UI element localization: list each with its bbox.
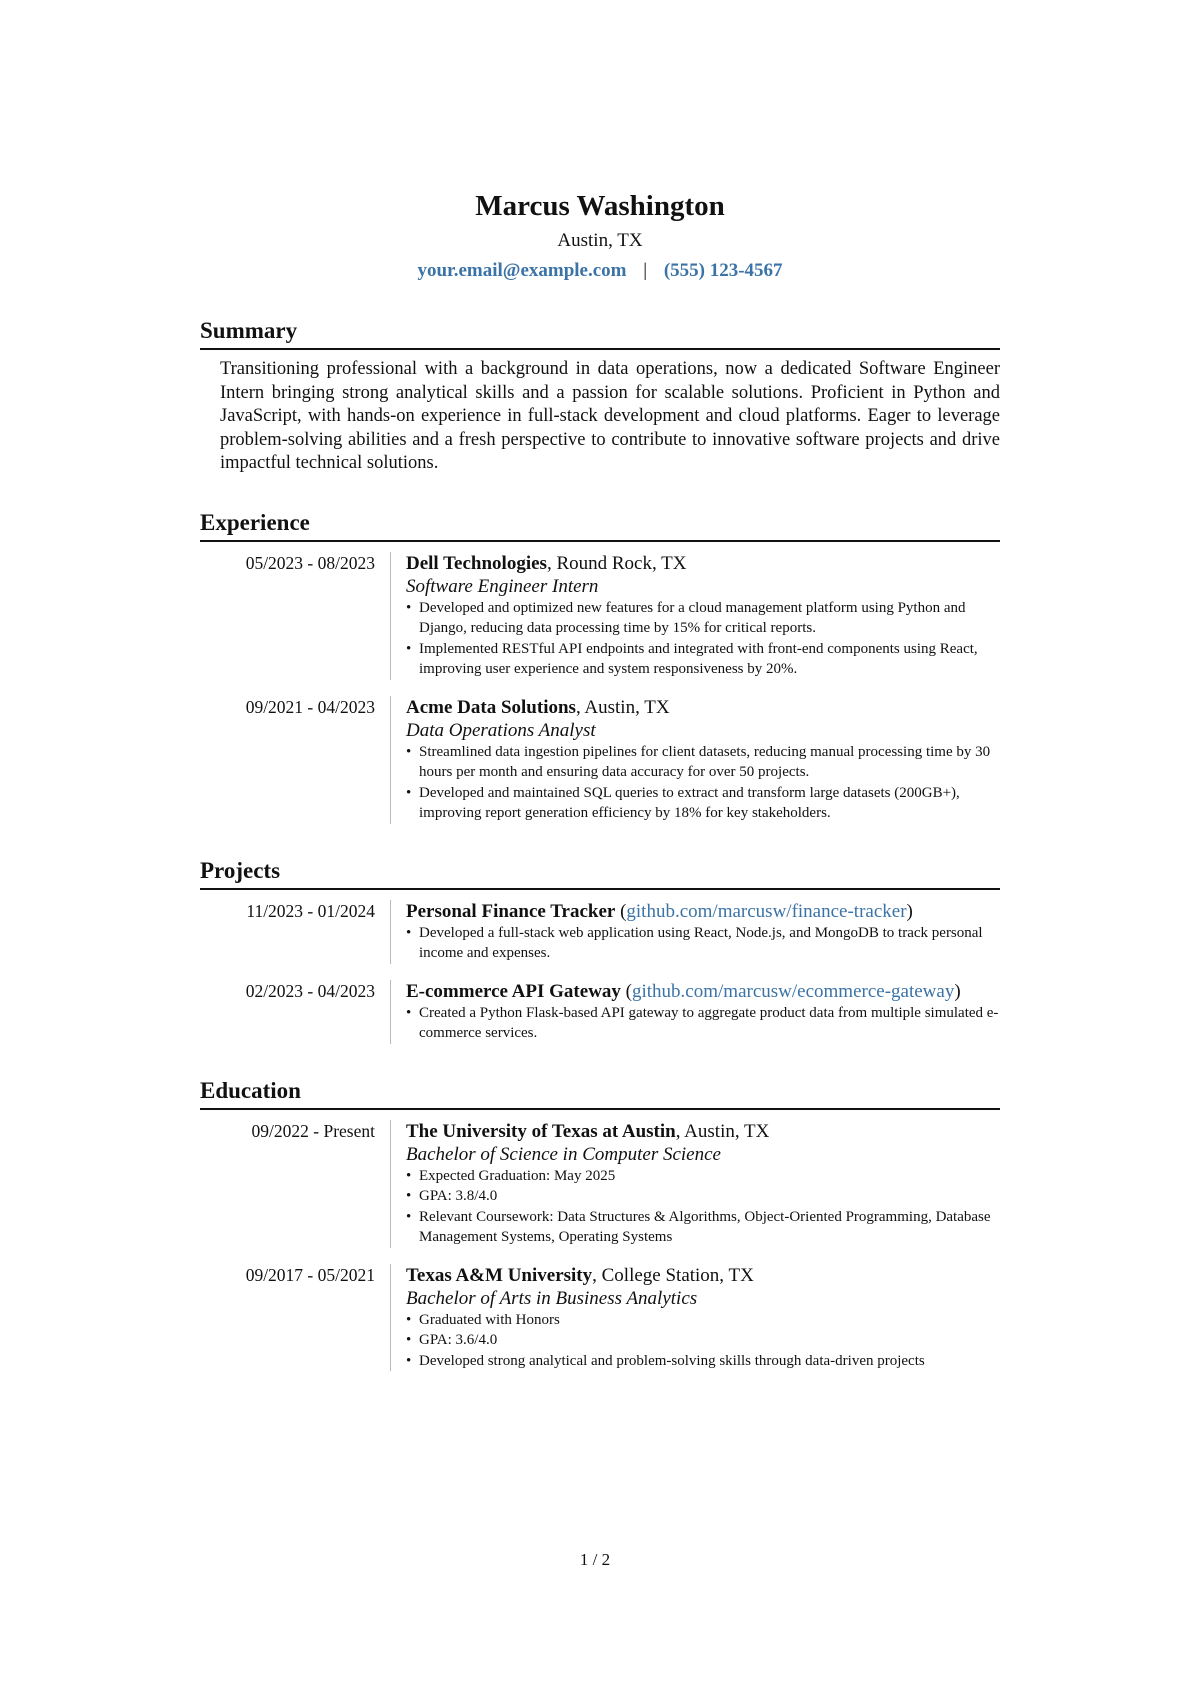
page-number: 1 / 2 — [579, 1550, 611, 1569]
entry-org: Acme Data Solutions — [406, 696, 576, 718]
bullet-icon: • — [406, 599, 412, 616]
project-name: E-commerce API Gateway — [406, 980, 621, 1002]
entry-dates: 02/2023 - 04/2023 — [245, 980, 375, 1001]
bullet-text: Implemented RESTful API endpoints and integrated with front-end components using React, improving user experience and system responsiveness by 20%. — [419, 640, 978, 677]
entry-degree: Bachelor of Science in Computer Science — [406, 1143, 721, 1165]
bullet-text: Expected Graduation: May 2025 — [419, 1167, 616, 1184]
entry-body — [390, 552, 1000, 680]
section-title-education: Education — [200, 1076, 1000, 1110]
education-entry — [200, 1120, 1000, 1248]
bullet-text: Developed and maintained SQL queries to extract and transform large datasets (200GB+), improving report generation efficiency by 18% for key stakeholders. — [419, 784, 960, 821]
entry-body — [390, 900, 1000, 964]
entry-dates: 11/2023 - 01/2024 — [246, 900, 375, 921]
section-title-projects: Projects — [200, 856, 1000, 890]
phone-link[interactable]: (555) 123-4567 — [663, 260, 783, 281]
bullet-icon: • — [406, 784, 412, 801]
entry-org-line — [406, 552, 1000, 575]
bullet-text: Developed strong analytical and problem-solving skills through data-driven projects — [419, 1352, 925, 1369]
entry-location: , Round Rock, TX — [546, 552, 687, 574]
project-title-line: E-commerce API Gateway (github.com/marcusw/ecommerce-gateway) — [406, 980, 961, 1002]
entry-dates: 09/2022 - Present — [251, 1120, 375, 1141]
entry-org: Texas A&M University — [406, 1264, 593, 1286]
contact-separator: | — [643, 260, 648, 281]
list-item — [406, 1186, 1000, 1207]
summary-section — [200, 316, 1000, 476]
bullet-text: Developed and optimized new features for a cloud management platform using Python and Django, reducing data processing time by 15% for critical reports. — [419, 599, 966, 636]
bullet-text: Relevant Coursework: Data Structures & Algorithms, Object-Oriented Programming, Database Management Systems, Operating Systems — [419, 1208, 991, 1245]
list-item — [406, 1351, 1000, 1372]
candidate-location: Austin, TX — [557, 230, 643, 251]
email-link[interactable]: your.email@example.com — [417, 260, 627, 281]
experience-entry — [200, 552, 1000, 680]
list-item — [406, 742, 1000, 783]
entry-location: , College Station, TX — [592, 1264, 754, 1286]
bullet-icon: • — [406, 1311, 412, 1328]
section-title-summary: Summary — [200, 316, 1000, 350]
entry-bullets — [406, 742, 1000, 824]
education-section — [200, 1076, 1000, 1372]
experience-entry — [200, 696, 1000, 824]
bullet-text: GPA: 3.6/4.0 — [419, 1332, 498, 1348]
project-link[interactable]: github.com/marcusw/finance-tracker — [626, 900, 907, 922]
list-item — [406, 1166, 1000, 1187]
bullet-icon: • — [406, 1208, 412, 1225]
education-entry — [200, 1264, 1000, 1372]
entry-org-line — [406, 696, 1000, 719]
bullet-text: Created a Python Flask-based API gateway to aggregate product data from multiple simulated e-commerce services. — [419, 1004, 999, 1041]
entry-location: , Austin, TX — [575, 696, 670, 718]
list-item — [406, 783, 1000, 824]
candidate-name: Marcus Washington — [475, 190, 725, 222]
entry-bullets — [406, 923, 1000, 964]
project-entry — [200, 980, 1000, 1044]
entry-body — [390, 1264, 1000, 1372]
project-link[interactable]: github.com/marcusw/ecommerce-gateway — [632, 980, 955, 1002]
entry-body — [390, 980, 1000, 1044]
bullet-icon: • — [406, 640, 412, 657]
bullet-icon: • — [406, 1332, 412, 1348]
entry-bullets — [406, 1166, 1000, 1248]
bullet-text: Graduated with Honors — [419, 1311, 560, 1328]
bullet-icon: • — [406, 1167, 412, 1184]
bullet-icon: • — [406, 1188, 412, 1204]
entry-degree: Bachelor of Arts in Business Analytics — [406, 1287, 698, 1309]
entry-role: Data Operations Analyst — [406, 719, 596, 741]
summary-text: Transitioning professional with a background in data operations, now a dedicated Software Engineer Intern bringing strong analytical skills and a passion for scalable solutions. Proficient in Python and JavaScript, with hands-on experience in full-stack development and cloud platforms. Eager to leverage problem-solving abilities and a fresh perspective to contribute to innovative software projects and drive impactful technical solutions. — [220, 359, 1000, 473]
project-entry — [200, 900, 1000, 964]
list-item — [406, 923, 1000, 964]
entry-dates: 09/2017 - 05/2021 — [245, 1264, 375, 1285]
section-title-experience: Experience — [200, 508, 1000, 542]
bullet-text: Streamlined data ingestion pipelines for client datasets, reducing manual processing time by 30 hours per month and ensuring data accuracy for over 50 projects. — [419, 743, 991, 780]
entry-dates: 09/2021 - 04/2023 — [245, 696, 375, 717]
bullet-text: GPA: 3.8/4.0 — [419, 1188, 498, 1204]
projects-section — [200, 856, 1000, 1044]
entry-bullets — [406, 1003, 1000, 1044]
bullet-text: Developed a full-stack web application using React, Node.js, and MongoDB to track personal income and expenses. — [419, 924, 983, 961]
list-item — [406, 598, 1000, 639]
list-item — [406, 1330, 1000, 1351]
entry-org: The University of Texas at Austin — [406, 1120, 676, 1142]
entry-org: Dell Technologies — [406, 552, 547, 574]
resume-header — [200, 188, 1000, 284]
project-name: Personal Finance Tracker — [406, 900, 616, 922]
contact-line — [200, 258, 1000, 284]
list-item — [406, 1207, 1000, 1248]
entry-body — [390, 696, 1000, 824]
bullet-icon: • — [406, 743, 412, 760]
bullet-icon: • — [406, 1004, 412, 1021]
experience-section — [200, 508, 1000, 824]
entry-bullets — [406, 598, 1000, 680]
entry-body — [390, 1120, 1000, 1248]
entry-bullets — [406, 1310, 1000, 1372]
bullet-icon: • — [406, 1352, 412, 1369]
list-item — [406, 639, 1000, 680]
entry-dates: 05/2023 - 08/2023 — [245, 552, 375, 573]
list-item — [406, 1003, 1000, 1044]
entry-org-line — [406, 1264, 1000, 1287]
bullet-icon: • — [406, 924, 412, 941]
entry-location: , Austin, TX — [675, 1120, 770, 1142]
entry-org-line — [406, 1120, 1000, 1143]
list-item — [406, 1310, 1000, 1331]
project-title-line: Personal Finance Tracker (github.com/marcusw/finance-tracker) — [406, 900, 913, 922]
resume-page — [200, 188, 1000, 1371]
entry-role: Software Engineer Intern — [406, 575, 599, 597]
